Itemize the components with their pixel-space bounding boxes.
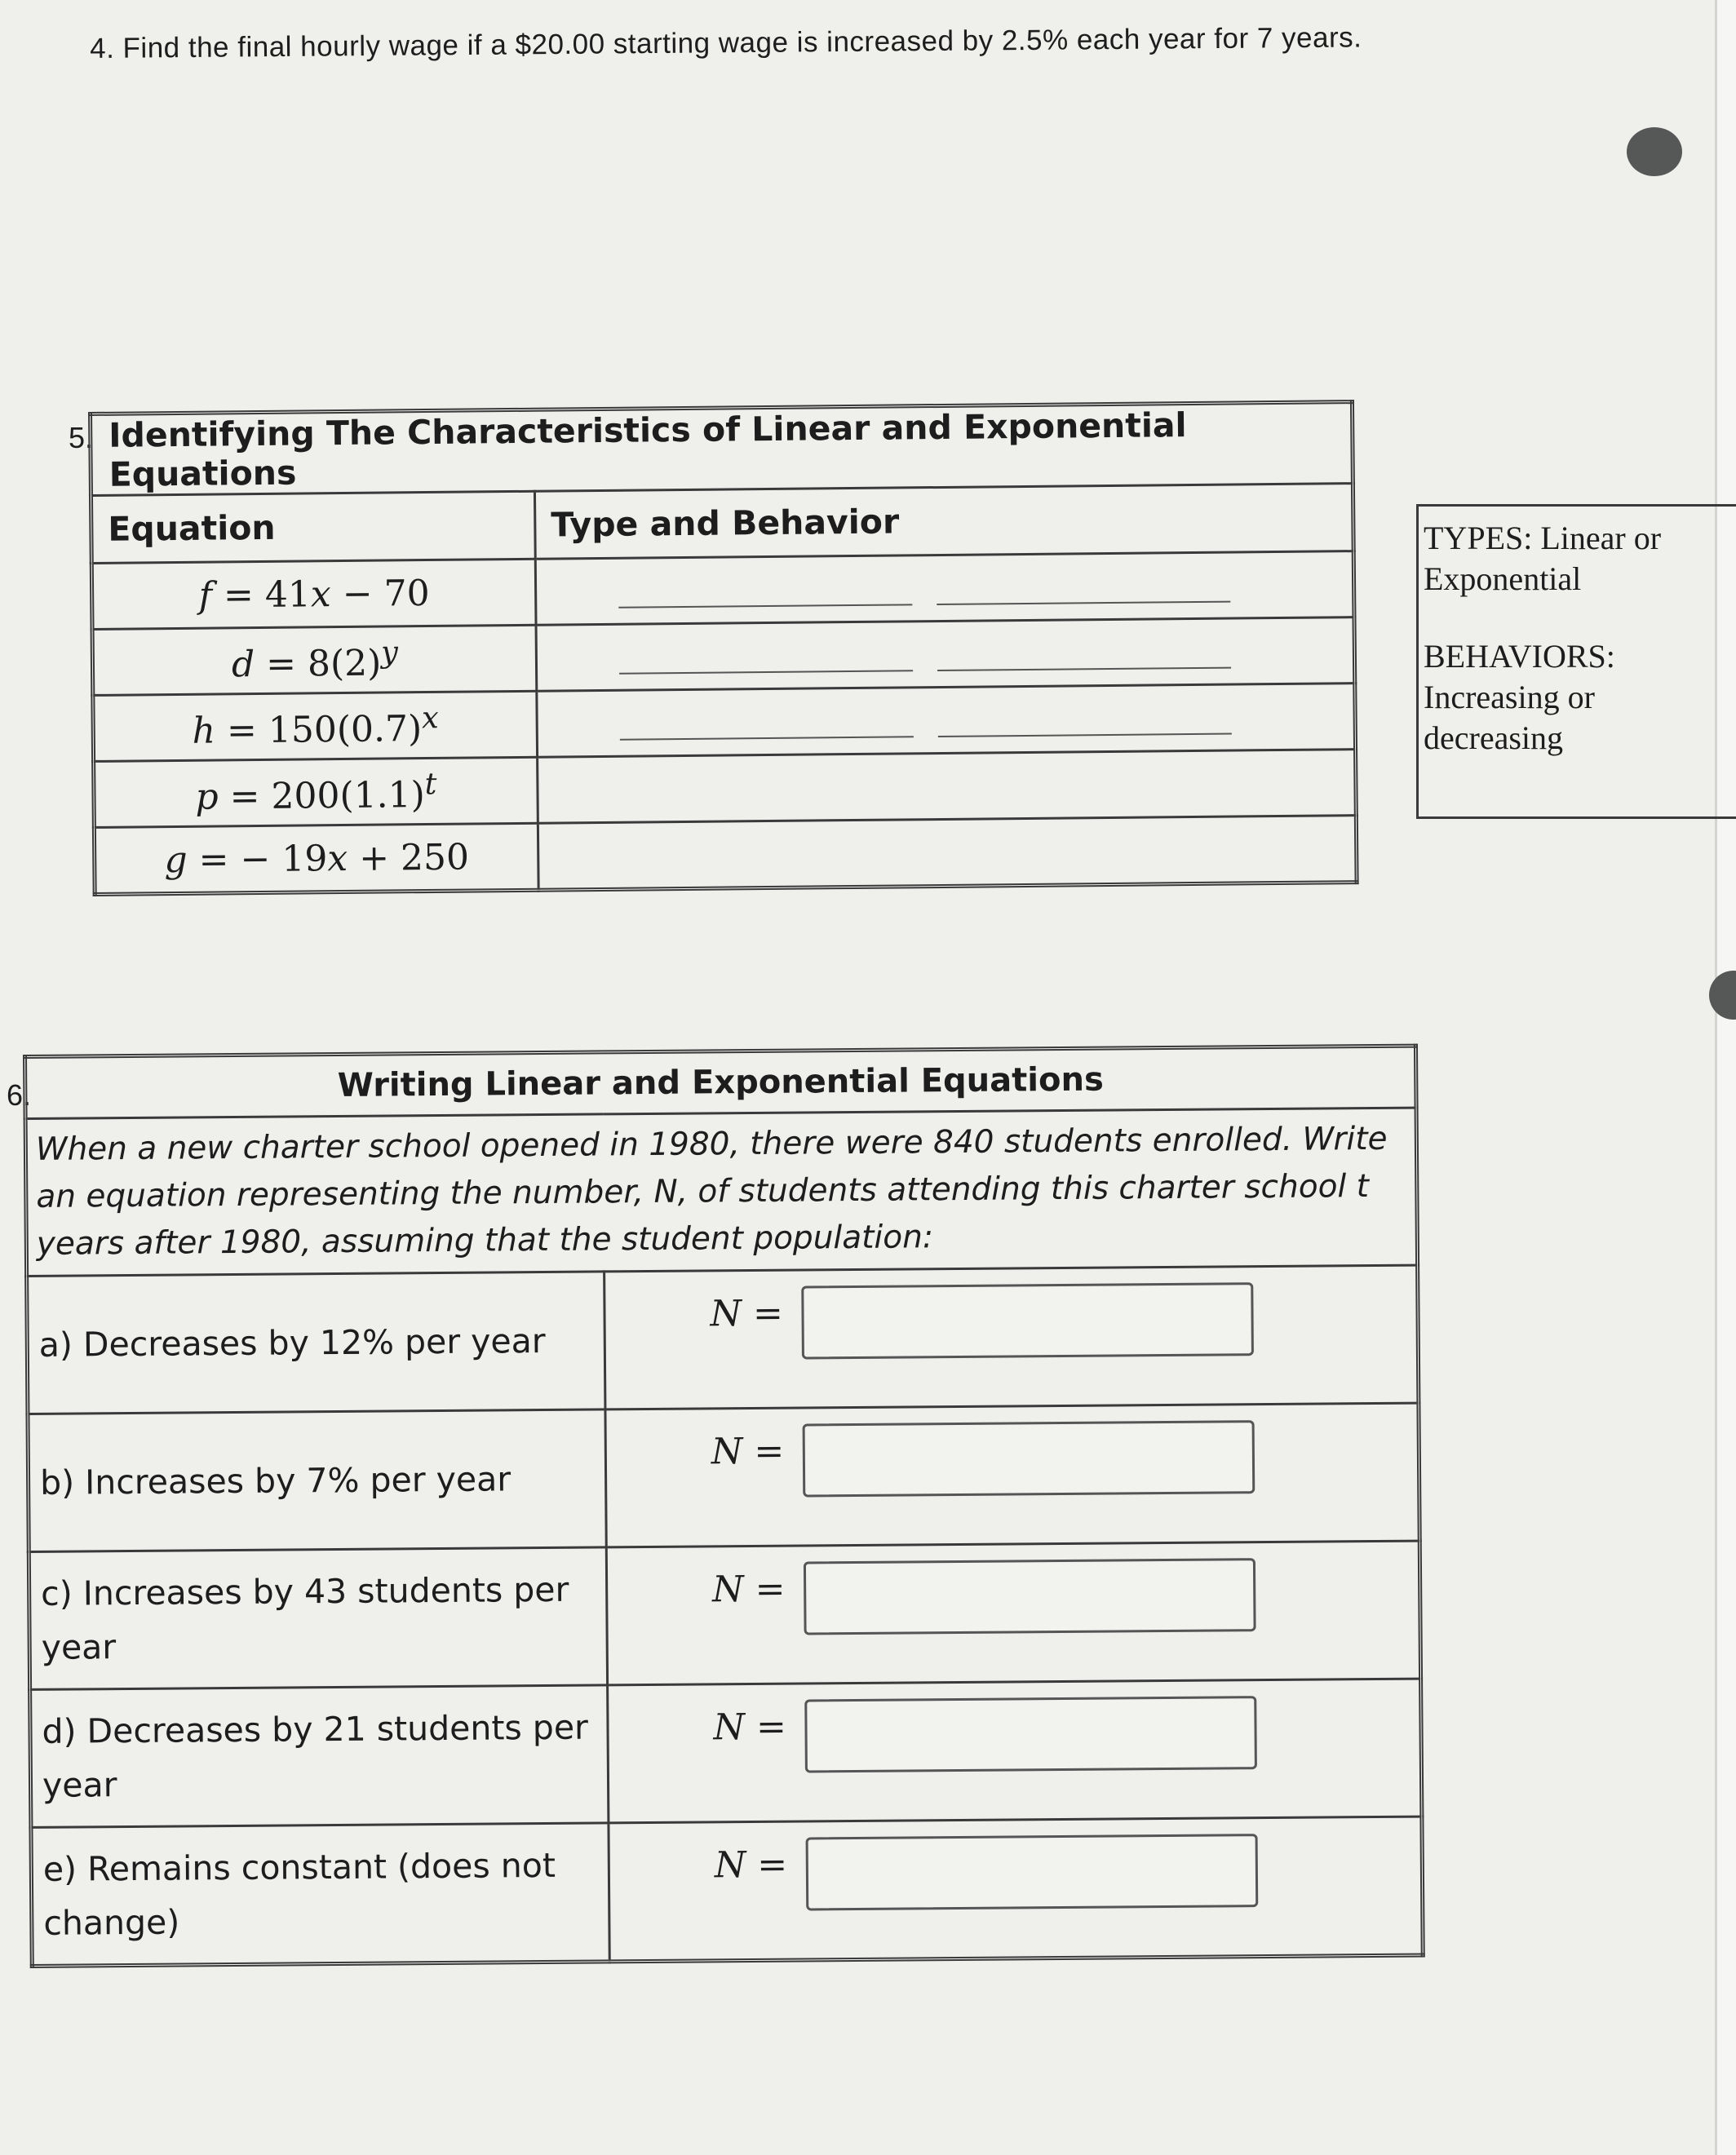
answer-cell[interactable] xyxy=(535,551,1354,626)
answer-blank-behavior[interactable] xyxy=(937,667,1231,671)
n-equals-label: N = xyxy=(714,1843,788,1887)
response-cell xyxy=(606,1541,1420,1685)
problem-prompt: When a new charter school opened in 1980, there were 840 students enrolled. Write an equation representing the number, N, of students attending this charter school t years after 1980, assuming that the student population: xyxy=(25,1108,1417,1276)
answer-blank-behavior[interactable] xyxy=(937,601,1230,605)
answer-blank-behavior[interactable] xyxy=(938,733,1232,737)
response-cell xyxy=(609,1816,1423,1962)
table-row xyxy=(31,1816,1423,1966)
table-row xyxy=(29,1541,1420,1689)
equation-h: $h = 150(0.7)^x$ xyxy=(192,700,439,753)
table-row xyxy=(28,1403,1419,1551)
part-b-label: b) Increases by 7% per year xyxy=(28,1409,606,1552)
question-6-number: 6. xyxy=(7,1078,32,1112)
answer-box-d[interactable] xyxy=(804,1696,1257,1772)
part-a-label: a) Decreases by 12% per year xyxy=(27,1272,605,1414)
table-row xyxy=(93,684,1356,762)
response-cell xyxy=(604,1265,1419,1409)
behaviors-text: BEHAVIORS: Increasing or decreasing xyxy=(1424,638,1615,756)
column-header-equation: Equation xyxy=(91,491,535,563)
answer-cell[interactable] xyxy=(538,816,1357,891)
part-c-label: c) Increases by 43 students per year xyxy=(29,1547,607,1690)
n-equals-label: N = xyxy=(711,1430,785,1473)
table-row xyxy=(94,750,1357,828)
answer-box-c[interactable] xyxy=(804,1558,1256,1635)
n-equals-label: N = xyxy=(710,1292,784,1335)
characteristics-table xyxy=(88,400,1359,896)
answer-cell[interactable] xyxy=(537,684,1356,758)
answer-blank-type[interactable] xyxy=(620,736,914,740)
question-4: 4. Find the final hourly wage if a $20.00 starting wage is increased by 2.5% each year for 7 years. xyxy=(90,21,1362,64)
question-5-number: 5. xyxy=(69,421,94,454)
part-d-label: d) Decreases by 21 students per year xyxy=(30,1685,609,1828)
answer-box-a[interactable] xyxy=(801,1282,1254,1359)
table-row xyxy=(91,551,1354,630)
writing-equations-table xyxy=(23,1044,1425,1968)
n-equals-label: N = xyxy=(711,1568,786,1611)
table-title: Writing Linear and Exponential Equations xyxy=(25,1046,1417,1118)
equation-f: f = 41x − 70 xyxy=(198,572,430,617)
punch-hole xyxy=(1627,127,1682,176)
table-title: Identifying The Characteristics of Linear and Exponential Equations xyxy=(91,402,1353,496)
response-cell xyxy=(605,1403,1419,1547)
equation-p: $p = 200(1.1)^t$ xyxy=(195,766,437,819)
equation-d: $d = 8(2)^y$ xyxy=(231,635,399,686)
n-equals-label: N = xyxy=(713,1706,787,1749)
response-cell xyxy=(608,1679,1422,1823)
answer-cell[interactable] xyxy=(536,617,1355,692)
types-behaviors-box xyxy=(1416,504,1736,819)
answer-blank-type[interactable] xyxy=(619,670,913,674)
equation-g: g = − 19x + 250 xyxy=(164,836,470,881)
table-row xyxy=(92,617,1355,696)
column-header-type-behavior: Type and Behavior xyxy=(534,484,1353,560)
answer-box-e[interactable] xyxy=(806,1834,1259,1910)
types-text: TYPES: Linear or Exponential xyxy=(1424,520,1662,597)
answer-box-b[interactable] xyxy=(803,1420,1256,1497)
table-row xyxy=(94,816,1357,895)
answer-cell[interactable] xyxy=(538,750,1357,824)
table-row xyxy=(30,1679,1422,1827)
answer-blank-type[interactable] xyxy=(618,604,912,608)
part-e-label: e) Remains constant (does not change) xyxy=(31,1823,609,1967)
table-row xyxy=(27,1265,1419,1414)
page-edge xyxy=(1715,0,1736,2155)
